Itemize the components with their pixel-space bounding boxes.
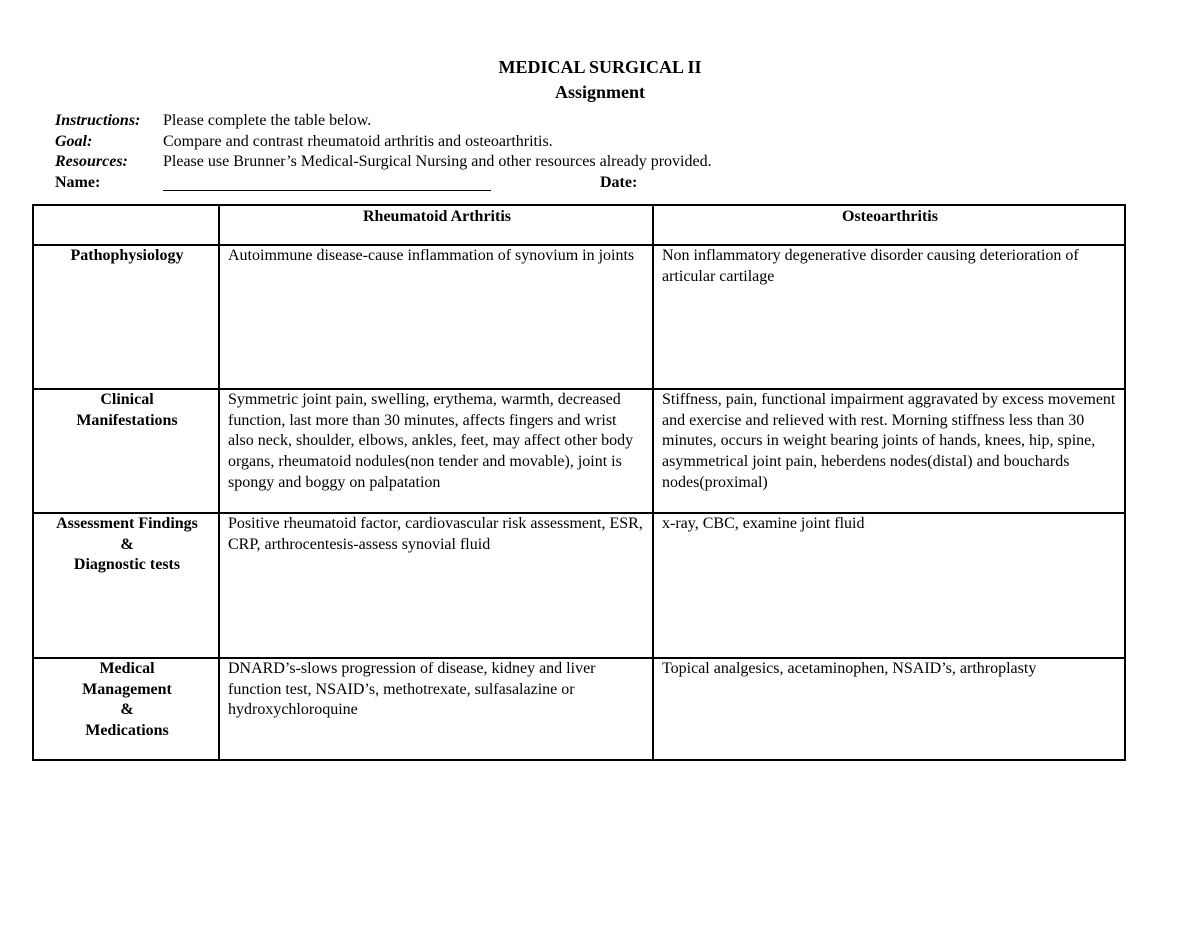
cell-ra-clinical-manifestations: Symmetric joint pain, swelling, erythema, warmth, decreased function, last more than 30 minutes, affects fingers and wrist also neck, shoulder, elbows, ankles, feet, may affect other body organs, rheumatoid nodules(non tender and movable), joint is spongy and boggy on palpatation [219, 389, 653, 513]
header-cell-osteoarthritis: Osteoarthritis [653, 205, 1125, 245]
row-label-line: & [120, 535, 134, 553]
row-label-assessment-diagnostics [33, 513, 219, 658]
instructions-text: Please complete the table below. [163, 112, 372, 129]
table-row-medical-management [33, 658, 1125, 760]
table-row-assessment-diagnostics [33, 513, 1125, 658]
cell-oa-assessment-diagnostics: x-ray, CBC, examine joint fluid [653, 513, 1125, 658]
row-label-line: Assessment Findings [56, 515, 198, 532]
row-label-line: Medical [99, 660, 155, 677]
document-subtitle: Assignment [554, 82, 645, 102]
cell-oa-pathophysiology: Non inflammatory degenerative disorder causing deterioration of articular cartilage [653, 245, 1125, 389]
resources-text: Please use Brunner’s Medical-Surgical Nursing and other resources already provided. [163, 153, 712, 171]
name-blank-line[interactable] [163, 190, 491, 191]
row-label-line: Manifestations [76, 411, 178, 429]
cell-oa-clinical-manifestations: Stiffness, pain, functional impairment aggravated by excess movement and exercise and relieved with rest. Morning stiffness less than 30 minutes, occurs in weight bearing joints of hands, knees, hip, spine, asymmetrical joint pain, heberdens nodes(distal) and bouchards nodes(proximal) [653, 389, 1125, 513]
table-header-row [33, 205, 1125, 245]
row-label-medical-management [33, 658, 219, 760]
name-label: Name: [55, 174, 101, 192]
cell-oa-medical-management: Topical analgesics, acetaminophen, NSAID’s, arthroplasty [653, 658, 1125, 760]
resources-label: Resources: [55, 153, 128, 171]
row-label-pathophysiology: Pathophysiology [33, 245, 219, 389]
row-label-line: & [120, 701, 134, 719]
instructions-label: Instructions: [55, 112, 141, 129]
row-label-line: Management [82, 680, 172, 698]
table-row-clinical-manifestations [33, 389, 1125, 513]
row-label-clinical-manifestations [33, 389, 219, 513]
cell-ra-pathophysiology: Autoimmune disease-cause inflammation of synovium in joints [219, 245, 653, 389]
row-label-line: Diagnostic tests [73, 556, 181, 574]
document-title: MEDICAL SURGICAL II [498, 57, 702, 77]
cell-ra-assessment-diagnostics: Positive rheumatoid factor, cardiovascular risk assessment, ESR, CRP, arthrocentesis-assess synovial fluid [219, 513, 653, 658]
date-label: Date: [600, 174, 638, 192]
cell-ra-medical-management: DNARD’s-slows progression of disease, kidney and liver function test, NSAID’s, methotrexate, sulfasalazine or hydroxychloroquine [219, 658, 653, 760]
table-row-pathophysiology [33, 245, 1125, 389]
header-cell-empty [33, 205, 219, 245]
row-label-line: Clinical [100, 391, 154, 408]
goal-text: Compare and contrast rheumatoid arthritis and osteoarthritis. [163, 132, 553, 150]
comparison-table [32, 204, 1126, 761]
header-cell-rheumatoid-arthritis: Rheumatoid Arthritis [219, 205, 653, 245]
goal-label: Goal: [55, 132, 93, 150]
row-label-line: Medications [85, 722, 169, 740]
